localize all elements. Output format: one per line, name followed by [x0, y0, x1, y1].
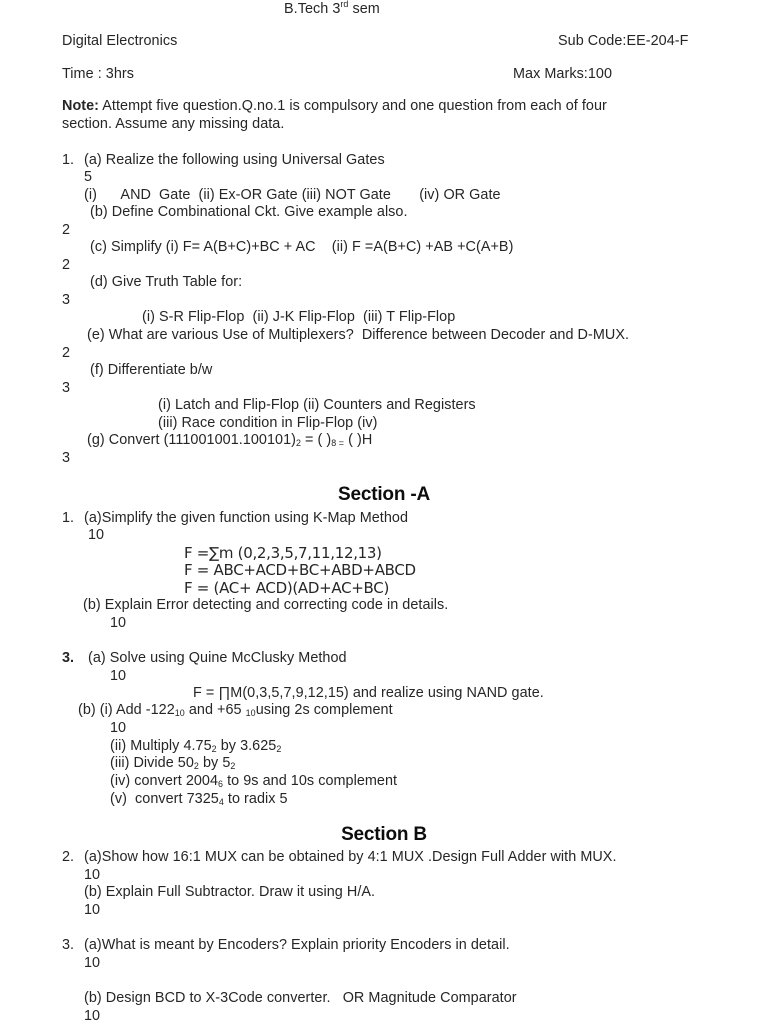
program-title: B.Tech 3rd sem	[284, 0, 380, 17]
section-a-q3-number: 3.	[62, 650, 75, 666]
section-a-q3-part-b-marks: 10	[110, 720, 127, 736]
section-b-q2-part-b: (b) Explain Full Subtractor. Draw it using H/A.	[84, 884, 376, 900]
section-a-q1-part-a-marks: 10	[88, 527, 105, 543]
q1-part-g-marks: 3	[62, 450, 71, 466]
q1-part-d-marks: 3	[62, 292, 71, 308]
section-b-q3-part-a-marks: 10	[84, 955, 101, 971]
note-line-2: section. Assume any missing data.	[62, 116, 285, 132]
sub-base-2-a: 2	[211, 743, 217, 754]
section-a-q1-number: 1.	[62, 510, 75, 526]
section-a-q1-equation-2: F = ABC+ACD+BC+ABD+ABCD	[184, 561, 416, 579]
q1-part-b-marks: 2	[62, 222, 71, 238]
q1-part-f-marks: 3	[62, 380, 71, 396]
section-a-q1-equation-3: F = (AC+ ACD)(AD+AC+BC)	[184, 579, 389, 597]
note-text-1: Attempt five question.Q.no.1 is compulsory and one question from each of four	[99, 98, 607, 114]
section-b-q3-part-a: (a)What is meant by Encoders? Explain priority Encoders in detail.	[84, 937, 510, 953]
section-b-heading: Section B	[341, 824, 427, 845]
sub-base-6: 6	[218, 778, 224, 789]
q1-g-base-8: 8 =	[331, 437, 345, 448]
section-b-q2-part-a: (a)Show how 16:1 MUX can be obtained by 4:1 MUX .Design Full Adder with MUX.	[84, 849, 617, 865]
sub-base-2-d: 2	[230, 760, 236, 771]
section-a-q1-part-b-marks: 10	[110, 615, 127, 631]
q1-part-d: (d) Give Truth Table for:	[90, 274, 243, 290]
subject-code: Sub Code:EE-204-F	[558, 33, 689, 49]
q1-part-f: (f) Differentiate b/w	[90, 362, 213, 378]
exam-duration: Time : 3hrs	[62, 66, 134, 82]
sub-base-10-b: 10	[245, 707, 256, 718]
section-b-q2-part-a-marks: 10	[84, 867, 101, 883]
q1-part-f-sub-2: (iii) Race condition in Flip-Flop (iv)	[158, 415, 378, 431]
section-b-q3-part-b-marks: 10	[84, 1008, 101, 1024]
q1-part-c: (c) Simplify (i) F= A(B+C)+BC + AC (ii) F =A(B+C) +AB +C(A+B)	[90, 239, 514, 255]
q1-part-d-subparts: (i) S-R Flip-Flop (ii) J-K Flip-Flop (iii) T Flip-Flop	[142, 309, 456, 325]
section-a-q3-part-b-iii: (iii) Divide $50_2$ by $5_2$	[110, 755, 236, 771]
q1-g-base-2: 2	[295, 437, 301, 448]
program-ordinal-suffix: rd	[340, 0, 349, 10]
note-label: Note:	[62, 98, 100, 114]
q1-part-a-marks: 5	[84, 169, 93, 185]
section-a-q3-equation-1: F = ∏M(0,3,5,7,9,12,15) and realize using NAND gate.	[193, 685, 544, 701]
section-a-q1-part-b: (b) Explain Error detecting and correcting code in details.	[83, 597, 449, 613]
section-b-q2-number: 2.	[62, 849, 75, 865]
subject-name: Digital Electronics	[62, 33, 178, 49]
note-line-1	[62, 98, 607, 115]
sub-base-2-b: 2	[276, 743, 282, 754]
sub-base-4: 4	[218, 796, 224, 807]
section-a-q1-part-a: (a)Simplify the given function using K-Map Method	[84, 510, 408, 526]
q1-part-b: (b) Define Combinational Ckt. Give example also.	[90, 204, 408, 220]
q1-part-f-sub-1: (i) Latch and Flip-Flop (ii) Counters and Registers	[158, 397, 476, 413]
q1-number: 1.	[62, 152, 75, 168]
section-a-q1-equation-1: F =∑m (0,2,3,5,7,11,12,13)	[184, 544, 382, 562]
section-a-heading: Section -A	[338, 484, 430, 505]
section-a-q3-part-a: (a) Solve using Quine McClusky Method	[88, 650, 347, 666]
section-b-q3-number: 3.	[62, 937, 75, 953]
sub-base-2-c: 2	[193, 760, 199, 771]
sub-base-10-a: 10	[174, 707, 185, 718]
section-a-q3-part-b-ii: (ii) Multiply $4.75_2$ by $3.625_2$	[110, 738, 282, 754]
section-b-q2-part-b-marks: 10	[84, 902, 101, 918]
section-a-q3-part-b-iv: (iv) convert $2004_6$ to 9s and 10s complement	[110, 773, 398, 789]
section-a-q3-part-b-v: (v) convert $7325_4$ to radix 5	[110, 791, 288, 807]
q1-part-g: (g) Convert $(111001001.100101)_2$ = ( )$_{8 =}$ ( )H	[87, 432, 373, 448]
section-a-q3-part-a-marks: 10	[110, 668, 127, 684]
q1-part-c-marks: 2	[62, 257, 71, 273]
q1-part-e-marks: 2	[62, 345, 71, 361]
max-marks: Max Marks:100	[513, 66, 613, 82]
q1-part-e: (e) What are various Use of Multiplexers? Difference between Decoder and D-MUX.	[87, 327, 630, 343]
section-a-q3-part-b-i: (b) (i) Add $-122_{10}$ and +65 $_{10}$using 2s complement	[78, 702, 393, 718]
q1-part-a: (a) Realize the following using Universal Gates	[84, 152, 385, 168]
q1-part-a-subparts: (i) AND Gate (ii) Ex-OR Gate (iii) NOT Gate (iv) OR Gate	[84, 187, 501, 203]
section-b-q3-part-b: (b) Design BCD to X-3Code converter. OR Magnitude Comparator	[84, 990, 517, 1006]
